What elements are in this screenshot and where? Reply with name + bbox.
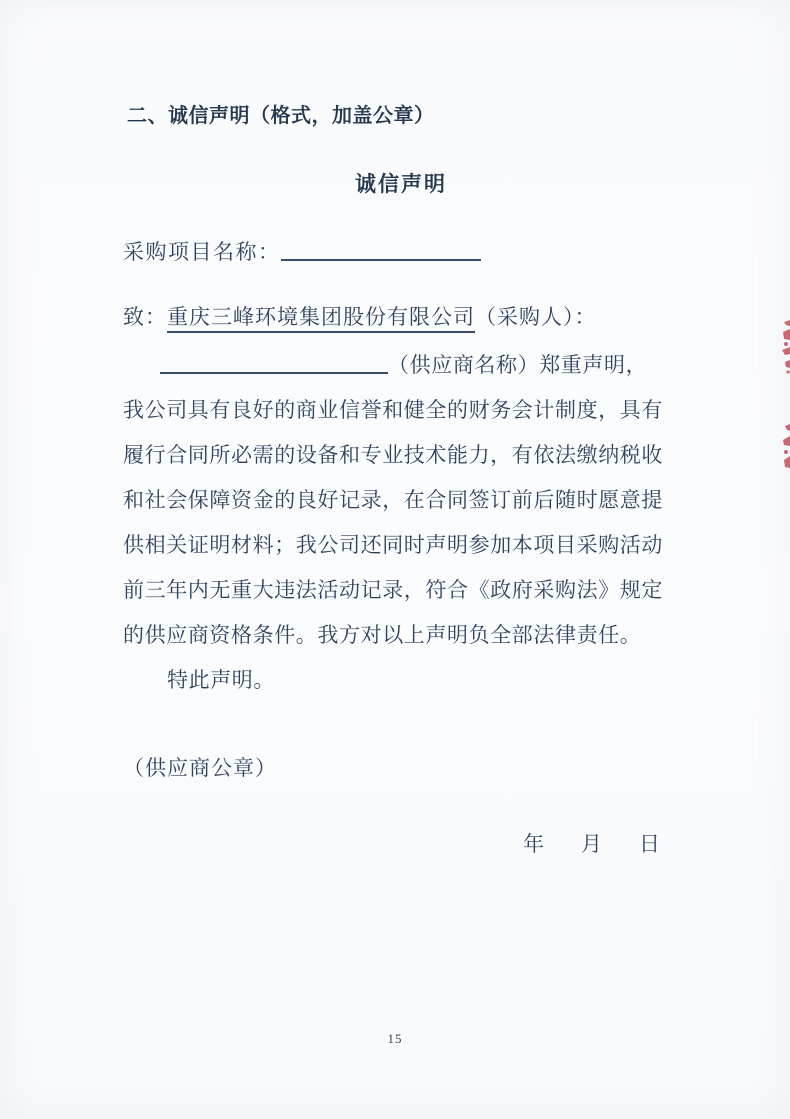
addressee-suffix: （采购人）： (475, 305, 597, 329)
supplier-name-blank-underline (160, 351, 388, 374)
addressee-line (123, 301, 597, 331)
section-heading: 二、诚信声明（格式，加盖公章） (127, 105, 435, 127)
declaration-line: 我公司具有良好的商业信誉和健全的财务会计制度，具有 (123, 398, 663, 422)
declaration-line: 前三年内无重大违法活动记录，符合《政府采购法》规定 (123, 578, 663, 602)
document-title: 诚信声明 (355, 173, 447, 196)
addressee-company: 重庆三峰环境集团股份有限公司 (167, 305, 475, 333)
project-name-blank-underline (281, 238, 481, 261)
red-seal-fragment-bottom-icon (774, 424, 790, 472)
supplier-name-suffix-text: （供应商名称）郑重声明， (388, 353, 648, 377)
project-name-line (123, 236, 481, 266)
date-year: 年 (523, 832, 544, 856)
date-month: 月 (581, 832, 602, 856)
date-day: 日 (639, 832, 660, 856)
declaration-line: 供相关证明材料；我公司还同时声明参加本项目采购活动 (123, 533, 663, 557)
declaration-line: 的供应商资格条件。我方对以上声明负全部法律责任。 (123, 623, 642, 647)
red-seal-fragment-top-icon (774, 320, 790, 375)
addressee-prefix: 致： (123, 305, 167, 329)
declaration-closing: 特此声明。 (167, 668, 275, 692)
declaration-line: 履行合同所必需的设备和专业技术能力，有依法缴纳税收 (123, 443, 663, 467)
declaration-paragraph (123, 343, 683, 703)
page-number: 15 (387, 1031, 403, 1046)
declaration-line-first (123, 343, 683, 388)
supplier-seal-note: （供应商公章） (123, 756, 277, 780)
date-line (523, 828, 660, 858)
declaration-line: 和社会保障资金的良好记录，在合同签订前后随时愿意提 (123, 488, 663, 512)
project-name-label: 采购项目名称： (123, 240, 281, 264)
